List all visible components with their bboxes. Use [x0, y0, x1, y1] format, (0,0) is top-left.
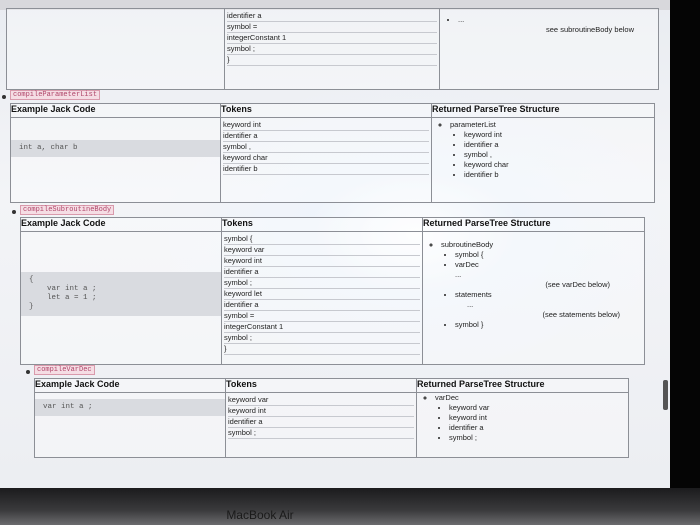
token-line: identifier a — [228, 417, 414, 428]
tree-child: • varDec — [455, 260, 640, 270]
header-tree: Returned ParseTree Structure — [423, 218, 645, 232]
tree-child: • symbol { — [455, 250, 640, 260]
code-block — [21, 272, 221, 316]
token-line: keyword var — [224, 245, 420, 256]
token-line: keyword int — [228, 406, 414, 417]
header-code: Example Jack Code — [21, 218, 222, 232]
header-code: Example Jack Code — [11, 104, 221, 118]
token-line: identifier a — [224, 300, 420, 311]
section-label-var-dec: compileVarDec — [34, 365, 95, 375]
header-tokens: Tokens — [222, 218, 423, 232]
header-tree: Returned ParseTree Structure — [417, 379, 629, 393]
top-note: see subroutineBody below — [546, 25, 634, 34]
tree-child: • identifier a — [449, 423, 624, 433]
code-block: int a, char b — [11, 140, 220, 157]
note-statements: (see statements below) — [542, 310, 620, 319]
section-label-parameter-list: compileParameterList — [10, 90, 100, 100]
top-tokens-list — [225, 9, 439, 68]
token-line: symbol ; — [224, 278, 420, 289]
screen-bezel — [670, 0, 700, 525]
tree-root: subroutineBody — [441, 240, 494, 249]
token-line: integerConstant 1 — [224, 322, 420, 333]
top-tokens-cell — [225, 9, 440, 90]
bullet — [12, 210, 16, 214]
tree-child: • keyword int — [449, 413, 624, 423]
token-line: identifier a — [224, 267, 420, 278]
tree-child: • identifier a — [464, 140, 650, 150]
bullet — [26, 370, 30, 374]
token-line: symbol ; — [224, 333, 420, 344]
top-table — [6, 8, 659, 90]
tree-child: • keyword var — [449, 403, 624, 413]
token-line: symbol = — [227, 22, 437, 33]
var-dec-table — [34, 378, 629, 458]
vardec-code-cell — [35, 393, 226, 458]
header-tree: Returned ParseTree Structure — [432, 104, 655, 118]
token-line: symbol ; — [227, 44, 437, 55]
vardec-tree-cell — [417, 393, 629, 458]
code-line: let a = 1 ; — [29, 294, 97, 302]
body-tokens-cell — [222, 232, 423, 365]
vardec-tokens-list — [226, 393, 416, 441]
token-line: symbol = — [224, 311, 420, 322]
token-line: keyword let — [224, 289, 420, 300]
param-tokens-list — [221, 118, 431, 177]
code-line: { — [29, 276, 34, 284]
token-line: } — [227, 55, 437, 66]
token-line: symbol { — [224, 234, 420, 245]
token-line: symbol , — [223, 142, 429, 153]
token-line: identifier a — [223, 131, 429, 142]
token-line: keyword int — [223, 120, 429, 131]
top-ellipsis: ... — [458, 15, 465, 24]
tree-root: varDec — [435, 393, 459, 402]
body-tree-cell — [423, 232, 645, 365]
code-block: var int a ; — [35, 399, 225, 416]
top-tree-cell — [440, 9, 659, 90]
param-tokens-cell — [221, 118, 432, 203]
token-line: keyword var — [228, 395, 414, 406]
code-line: var int a ; — [29, 285, 97, 293]
param-tree-cell — [432, 118, 655, 203]
parameter-list-table — [10, 103, 655, 203]
note-vardec: (see varDec below) — [545, 280, 610, 289]
token-line: integerConstant 1 — [227, 33, 437, 44]
tree-child: • keyword char — [464, 160, 650, 170]
tree-child: • keyword int — [464, 130, 650, 140]
top-code-cell — [7, 9, 225, 90]
token-line: } — [224, 344, 420, 355]
header-tokens: Tokens — [226, 379, 417, 393]
tree-children — [435, 403, 624, 443]
body-code-cell — [21, 232, 222, 365]
token-line: symbol ; — [228, 428, 414, 439]
token-line: identifier b — [223, 164, 429, 175]
token-line: keyword char — [223, 153, 429, 164]
tree-child: • symbol } — [455, 320, 640, 330]
code-line: } — [29, 303, 34, 311]
token-line: identifier a — [227, 11, 437, 22]
body-tokens-list — [222, 232, 422, 357]
bullet — [2, 95, 6, 99]
param-code-cell — [11, 118, 221, 203]
device-brand: MacBook Air — [226, 508, 294, 522]
tree-child: • statements — [455, 290, 640, 300]
subroutine-body-table — [20, 217, 645, 365]
tree-child: • symbol ; — [449, 433, 624, 443]
tree-ellipsis: ... — [455, 270, 462, 279]
scrollbar-thumb[interactable] — [663, 380, 668, 410]
vardec-tokens-cell — [226, 393, 417, 458]
tree-ellipsis: ... — [467, 300, 474, 309]
tree-root: parameterList — [450, 120, 496, 129]
section-label-subroutine-body: compileSubroutineBody — [20, 205, 114, 215]
tree-child: • symbol , — [464, 150, 650, 160]
header-code: Example Jack Code — [35, 379, 226, 393]
tree-child: • identifier b — [464, 170, 650, 180]
token-line: keyword int — [224, 256, 420, 267]
header-tokens: Tokens — [221, 104, 432, 118]
tree-children — [450, 130, 650, 180]
